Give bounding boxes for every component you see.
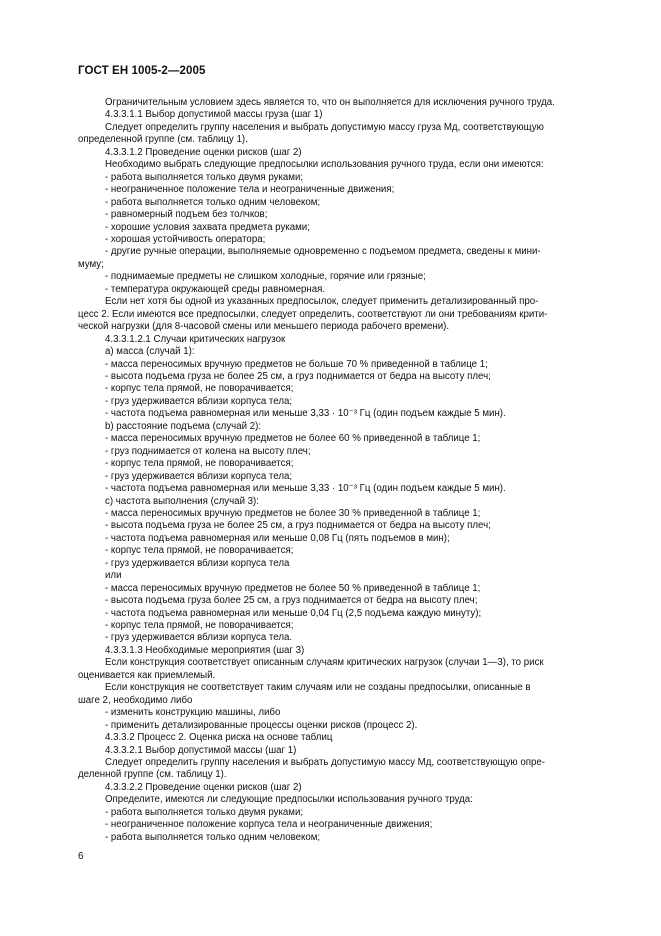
text-line: 4.3.3.1.2.1 Случаи критических нагрузок bbox=[105, 333, 286, 345]
list-item: - масса переносимых вручную предметов не более 60 % приведенной в таблице 1; bbox=[105, 433, 481, 445]
list-item: - масса переносимых вручную предметов не больше 70 % приведенной в таблице 1; bbox=[105, 358, 488, 370]
list-item: - высота подъема груза не более 25 см, а груз поднимается от бедра на высоту плеч; bbox=[105, 370, 491, 382]
list-item: - груз удерживается вблизи корпуса тела; bbox=[105, 470, 293, 482]
list-item: - применить детализированные процессы оценки рисков (процесс 2). bbox=[105, 719, 418, 731]
text-line: шаге 2, необходимо либо bbox=[78, 694, 193, 706]
page-number: 6 bbox=[78, 851, 84, 862]
text-line: 4.3.3.1.1 Выбор допустимой массы груза (шаг 1) bbox=[105, 109, 323, 121]
list-item: - масса переносимых вручную предметов не более 30 % приведенной в таблице 1; bbox=[105, 507, 481, 519]
text-line: оценивается как приемлемый. bbox=[78, 669, 216, 681]
list-item: - корпус тела прямой, не поворачивается; bbox=[105, 620, 294, 632]
list-item: - груз удерживается вблизи корпуса тела bbox=[105, 557, 290, 569]
list-item: - хорошая устойчивость оператора; bbox=[105, 233, 266, 245]
list-item: - частота подъема равномерная или меньше 3,33 · 10⁻³ Гц (один подъем каждые 5 мин). bbox=[105, 408, 506, 420]
text-line: Если конструкция не соответствует таким случаям или не созданы предпосылки, описанные в bbox=[105, 682, 531, 694]
list-item: - груз удерживается вблизи корпуса тела. bbox=[105, 632, 293, 644]
list-item: - масса переносимых вручную предметов не более 50 % приведенной в таблице 1; bbox=[105, 582, 481, 594]
list-item: - частота подъема равномерная или меньше 0,04 Гц (2,5 подъема каждую минуту); bbox=[105, 607, 482, 619]
text-line: Следует определить группу населения и выбрать допустимую массу Mд, соответствующую опре- bbox=[105, 757, 546, 769]
list-item: - высота подъема груза более 25 см, а груз поднимается от бедра на высоту плеч; bbox=[105, 595, 478, 607]
list-item: - неограниченное положение тела и неограниченные движения; bbox=[105, 184, 395, 196]
text-line: ческой нагрузки (для 8-часовой смены или меньшего периода рабочего времени). bbox=[78, 321, 450, 333]
list-item: - работа выполняется только одним человеком; bbox=[105, 196, 321, 208]
document-header: ГОСТ ЕН 1005-2—2005 bbox=[78, 65, 206, 77]
list-item: - частота подъема равномерная или меньше 0,08 Гц (пять подъемов в мин); bbox=[105, 532, 450, 544]
text-line: или bbox=[105, 570, 122, 582]
list-item: - хорошие условия захвата предмета руками; bbox=[105, 221, 310, 233]
list-item: - корпус тела прямой, не поворачивается; bbox=[105, 383, 294, 395]
list-item: - высота подъема груза не более 25 см, а груз поднимается от бедра на высоту плеч; bbox=[105, 520, 491, 532]
text-line: c) частота выполнения (случай 3): bbox=[105, 495, 259, 507]
text-line: Необходимо выбрать следующие предпосылки использования ручного труда, если они имеются: bbox=[105, 159, 544, 171]
list-item: - поднимаемые предметы не слишком холодные, горячие или грязные; bbox=[105, 271, 426, 283]
list-item: - температура окружающей среды равномерная. bbox=[105, 283, 326, 295]
text-line: 4.3.3.2.1 Выбор допустимой массы (шаг 1) bbox=[105, 744, 297, 756]
text-line: Ограничительным условием здесь является то, что он выполняется для исключения ручного труда. bbox=[105, 97, 555, 108]
list-item: - равномерный подъем без толчков; bbox=[105, 209, 268, 221]
list-item: - другие ручные операции, выполняемые одновременно с подъемом предмета, сведены к мини- bbox=[105, 246, 541, 258]
list-item: - работа выполняется только двумя руками; bbox=[105, 806, 304, 818]
text-line: Следует определить группу населения и выбрать допустимую массу груза Mд, соответствующую bbox=[105, 121, 544, 133]
text-line: b) расстояние подъема (случай 2): bbox=[105, 420, 262, 432]
text-line: a) масса (случай 1): bbox=[105, 346, 195, 358]
list-item: - груз удерживается вблизи корпуса тела; bbox=[105, 395, 293, 407]
list-item: - корпус тела прямой, не поворачивается; bbox=[105, 458, 294, 470]
text-line: Если нет хотя бы одной из указанных предпосылок, следует применить детализированный про- bbox=[105, 296, 539, 308]
list-item: - работа выполняется только одним человеком; bbox=[105, 831, 321, 843]
text-line: 4.3.3.2 Процесс 2. Оценка риска на основе таблиц bbox=[105, 732, 333, 744]
list-item: - неограниченное положение корпуса тела и неограниченные движения; bbox=[105, 819, 433, 831]
text-line: 4.3.3.1.3 Необходимые мероприятия (шаг 3) bbox=[105, 644, 305, 656]
list-item: - частота подъема равномерная или меньше 3,33 · 10⁻³ Гц (один подъем каждые 5 мин). bbox=[105, 483, 506, 495]
list-item: - работа выполняется только двумя руками; bbox=[105, 171, 304, 183]
text-line: определенной группе (см. таблицу 1). bbox=[78, 134, 248, 146]
text-line: Если конструкция соответствует описанным случаям критических нагрузок (случаи 1—3), то риск bbox=[105, 657, 544, 669]
text-line: 4.3.3.2.2 Проведение оценки рисков (шаг 2) bbox=[105, 781, 302, 793]
text-line: Определите, имеются ли следующие предпосылки использования ручного труда: bbox=[105, 794, 473, 806]
list-item: - изменить конструкцию машины, либо bbox=[105, 707, 281, 719]
document-body bbox=[78, 97, 586, 844]
text-line: муму; bbox=[78, 258, 104, 270]
list-item: - груз поднимается от колена на высоту плеч; bbox=[105, 445, 311, 457]
text-line: деленной группе (см. таблицу 1). bbox=[78, 769, 227, 781]
text-line: цесс 2. Если имеются все предпосылки, следует определить, соответствуют ли они требованиям крити- bbox=[78, 308, 548, 320]
list-item: - корпус тела прямой, не поворачивается; bbox=[105, 545, 294, 557]
text-line: 4.3.3.1.2 Проведение оценки рисков (шаг 2) bbox=[105, 146, 302, 158]
